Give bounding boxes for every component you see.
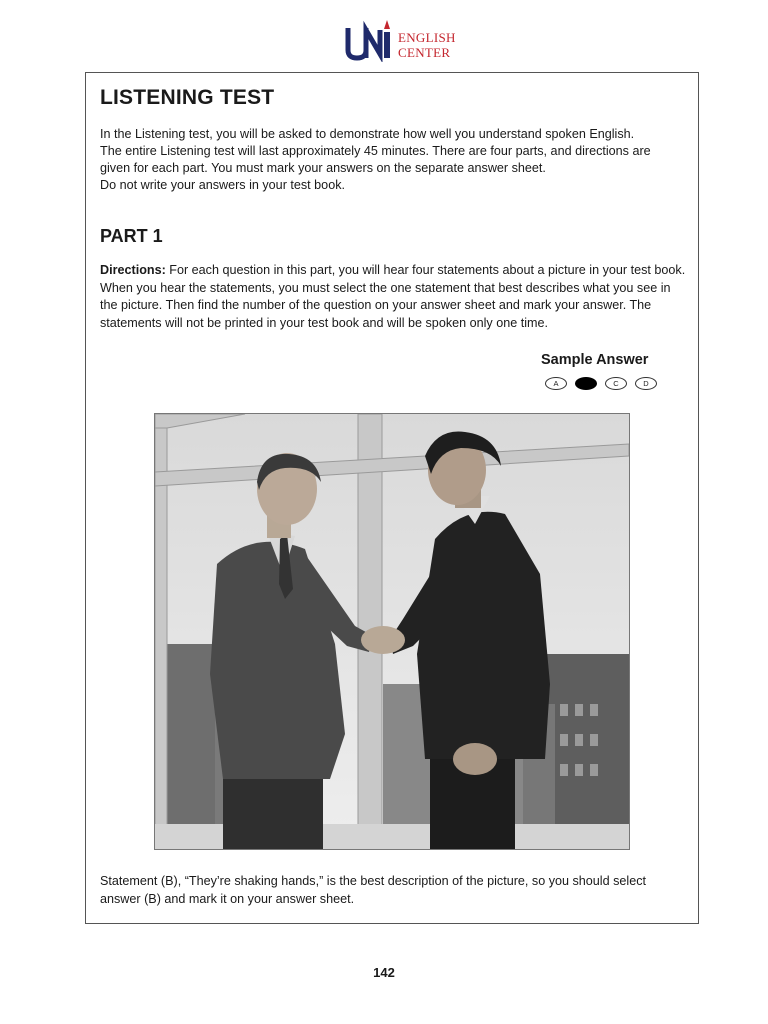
intro-line: given for each part. You must mark your answers on the separate answer sheet. (100, 161, 546, 175)
directions-paragraph (100, 262, 688, 332)
answer-bubble-b: B (575, 377, 597, 390)
part-heading: PART 1 (100, 226, 163, 246)
directions-text: For each question in this part, you will hear four statements about a picture in your test book. When you hear the statements, you must select the one statement that best describes what you see in the picture. Then find the number of the question on your answer sheet and mark your answer. The statements will not be printed in your test book and will be spoken only one time. (100, 263, 686, 330)
page-number: 142 (373, 965, 395, 980)
uni-english-center-logo (344, 18, 464, 64)
logo-text-line2: CENTER (398, 45, 451, 60)
intro-line: In the Listening test, you will be asked to demonstrate how well you understand spoken English. (100, 127, 635, 141)
handshake-photo (154, 413, 630, 850)
uni-logo-mark-icon (344, 18, 396, 62)
logo-text-line1: ENGLISH (398, 30, 456, 45)
page-title: LISTENING TEST (100, 86, 275, 109)
directions-label: Directions: (100, 263, 166, 277)
answer-bubble-c: C (605, 377, 627, 390)
handshake-illustration (155, 414, 629, 849)
sample-answer-bubbles (545, 375, 657, 391)
statement-explanation: Statement (B), “They’re shaking hands,” is the best description of the picture, so you should select answer (B) and mark it on your answer sheet. (100, 874, 647, 906)
intro-paragraph (100, 126, 685, 194)
intro-line: Do not write your answers in your test book. (100, 178, 345, 192)
sample-answer-title: Sample Answer (541, 352, 649, 368)
intro-line: The entire Listening test will last approximately 45 minutes. There are four parts, and directions are (100, 144, 651, 158)
answer-bubble-d: D (635, 377, 657, 390)
answer-bubble-a: A (545, 377, 567, 390)
logo-wordmark (398, 30, 456, 60)
handshake-hands (361, 626, 405, 654)
